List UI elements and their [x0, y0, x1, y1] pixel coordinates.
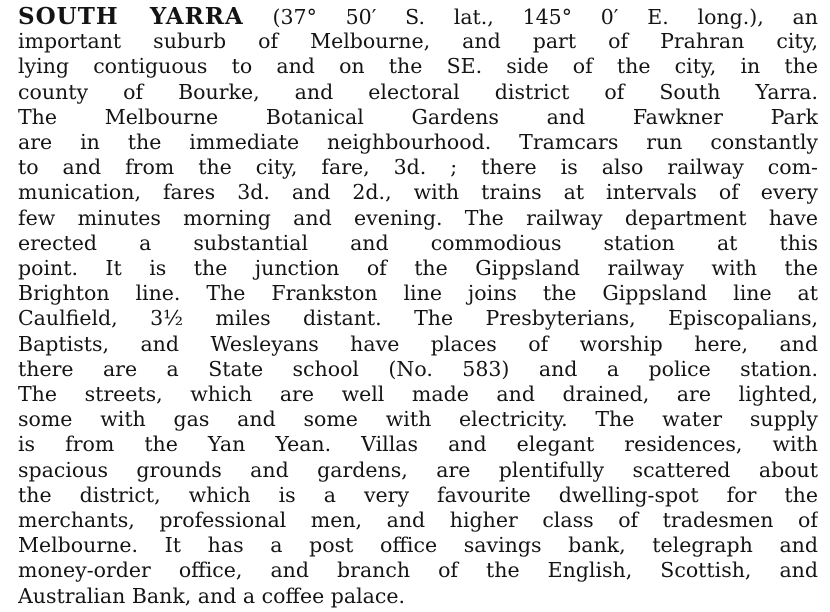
text-line: Baptists, and Wesleyans have places of worship here, and [18, 331, 818, 356]
text-line: there are a State school (No. 583) and a police station. [18, 356, 818, 381]
text-line: county of Bourke, and electoral district of South Yarra. [18, 79, 818, 104]
text-line: Australian Bank, and a coffee palace. [18, 583, 406, 608]
text-line: few minutes morning and evening. The railway department have [18, 205, 818, 230]
text-line: money-order office, and branch of the English, Scottish, and [18, 558, 818, 583]
text-line: lying contiguous to and on the SE. side of the city, in the [18, 54, 818, 79]
text-line: some with gas and some with electricity. The water supply [18, 407, 818, 432]
text-line: to and from the city, fare, 3d. ; there is also railway com- [18, 155, 818, 180]
text-line: erected a substantial and commodious station at this [18, 230, 818, 255]
text-line: important suburb of Melbourne, and part of Prahran city, [18, 29, 818, 54]
text-line: Brighton line. The Frankston line joins the Gippsland line at [18, 281, 818, 306]
text-line: merchants, professional men, and higher class of tradesmen of [18, 508, 818, 532]
text-line: is from the Yan Yean. Villas and elegant residences, with [18, 432, 818, 457]
text-line: munication, fares 3d. and 2d., with trains at intervals of every [18, 180, 818, 205]
line-text: (37° 50′ S. lat., 145° 0′ E. long.), an [272, 5, 818, 29]
text-line: the district, which is a very favourite dwelling-spot for the [18, 482, 818, 507]
text-line [18, 4, 818, 29]
text-line: Melbourne. It has a post office savings bank, telegraph and [18, 533, 818, 558]
text-line: point. It is the junction of the Gippsland railway with the [18, 256, 818, 280]
text-line: The streets, which are well made and drained, are lighted, [18, 382, 818, 406]
text-line: The Melbourne Botanical Gardens and Fawkner Park [18, 104, 818, 129]
entry-heading: SOUTH YARRA [18, 4, 244, 30]
text-line: Caulfield, 3½ miles distant. The Presbyterians, Episcopalians, [18, 306, 818, 331]
text-line: are in the immediate neighbourhood. Tramcars run constantly [18, 130, 818, 154]
text-line: spacious grounds and gardens, are plentifully scattered about [18, 457, 818, 482]
